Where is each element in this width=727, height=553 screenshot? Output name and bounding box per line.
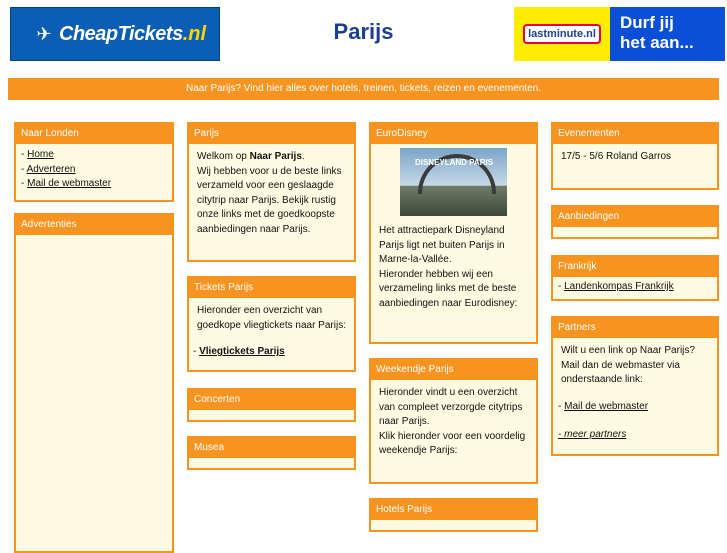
aanbiedingen-box (551, 205, 719, 239)
eurodisney-box (369, 122, 538, 344)
list-item: - Mail de webmaster (558, 400, 649, 412)
evenementen-box (551, 122, 719, 190)
tickets-parijs-box (187, 276, 356, 372)
box-title: Parijs (189, 124, 354, 144)
box-title: Concerten (189, 390, 354, 410)
eurodisney-text-2: Hieronder hebben wij een verzameling links met de beste aanbiedingen naar Eurodisney: (379, 268, 518, 309)
box-title: Tickets Parijs (189, 278, 354, 298)
box-title: Advertenties (16, 215, 172, 235)
box-title: EuroDisney (371, 124, 536, 144)
box-title: Musea (189, 438, 354, 458)
box-title: Naar Londen (16, 124, 172, 144)
concerten-box (187, 388, 356, 422)
intro-text: Wij hebben voor u de beste links verzameld voor een geslaagde citytrip naar Parijs. Bekijk rustig onze links met de goedkoopste aanbiedingen naar Parijs. (197, 165, 342, 235)
musea-box (187, 436, 356, 470)
box-title: Weekendje Parijs (371, 360, 536, 380)
weekendje-text-2: Klik hieronder voor een voordelig weekendje Parijs: (379, 430, 526, 456)
naar-londen-box (14, 122, 174, 202)
partners-box (551, 316, 719, 456)
list-item: - Home (21, 149, 54, 160)
box-title: Evenementen (553, 124, 717, 144)
advertenties-box (14, 213, 174, 553)
adverteren-link[interactable]: Adverteren (26, 163, 76, 175)
lastminute-banner[interactable] (514, 7, 725, 61)
banner-slogan: Durf jij het aan... (620, 13, 694, 52)
eurodisney-text: Het attractiepark Disneyland Parijs ligt net buiten Parijs in Marne-la-Vallée. (379, 225, 505, 265)
landenkompas-link[interactable]: Landenkompas Frankrijk (564, 281, 674, 292)
parijs-box (187, 122, 356, 262)
airplane-icon: ✈ (36, 23, 52, 44)
list-item: - Adverteren (21, 163, 76, 175)
tickets-text: Hieronder een overzicht van goedkope vliegtickets naar Parijs: (197, 305, 346, 331)
weekendje-text: Hieronder vindt u een overzicht van compleet verzorgde citytrips naar Parijs. (379, 387, 523, 427)
box-title: Frankrijk (553, 257, 717, 277)
vliegtickets-link[interactable]: Vliegtickets Parijs (199, 346, 285, 357)
meer-partners-link[interactable]: - meer partners (558, 429, 627, 440)
frankrijk-box (551, 255, 719, 301)
list-item: - Landenkompas Frankrijk (558, 281, 674, 292)
weekendje-parijs-box (369, 358, 538, 484)
event-item: 17/5 - 5/6 Roland Garros (561, 151, 672, 162)
welcome-text: Welkom op Naar Parijs. (197, 151, 305, 162)
intro-bar: Naar Parijs? Vind hier alles over hotels, treinen, tickets, reizen en evenementen. (8, 78, 719, 100)
page-title: Parijs (333, 19, 394, 44)
box-title: Aanbiedingen (553, 207, 717, 227)
list-item: - Mail de webmaster (21, 178, 112, 189)
box-title: Hotels Parijs (371, 500, 536, 520)
partners-mail-link[interactable]: Mail de webmaster (564, 400, 649, 412)
mail-webmaster-link[interactable]: Mail de webmaster (27, 178, 112, 189)
disneyland-image: DISNEYLAND PARIS (400, 148, 507, 216)
box-title: Partners (553, 318, 717, 338)
home-link[interactable]: Home (27, 149, 54, 160)
logo-tld: .nl (182, 22, 207, 45)
logo-brand: CheapTickets (59, 22, 183, 45)
hotels-parijs-box (369, 498, 538, 532)
banner-brand: lastminute.nl (523, 24, 601, 44)
partners-text: Wilt u een link op Naar Parijs? Mail dan de webmaster via onderstaande link: (561, 345, 695, 385)
list-item: - Vliegtickets Parijs (193, 346, 285, 357)
